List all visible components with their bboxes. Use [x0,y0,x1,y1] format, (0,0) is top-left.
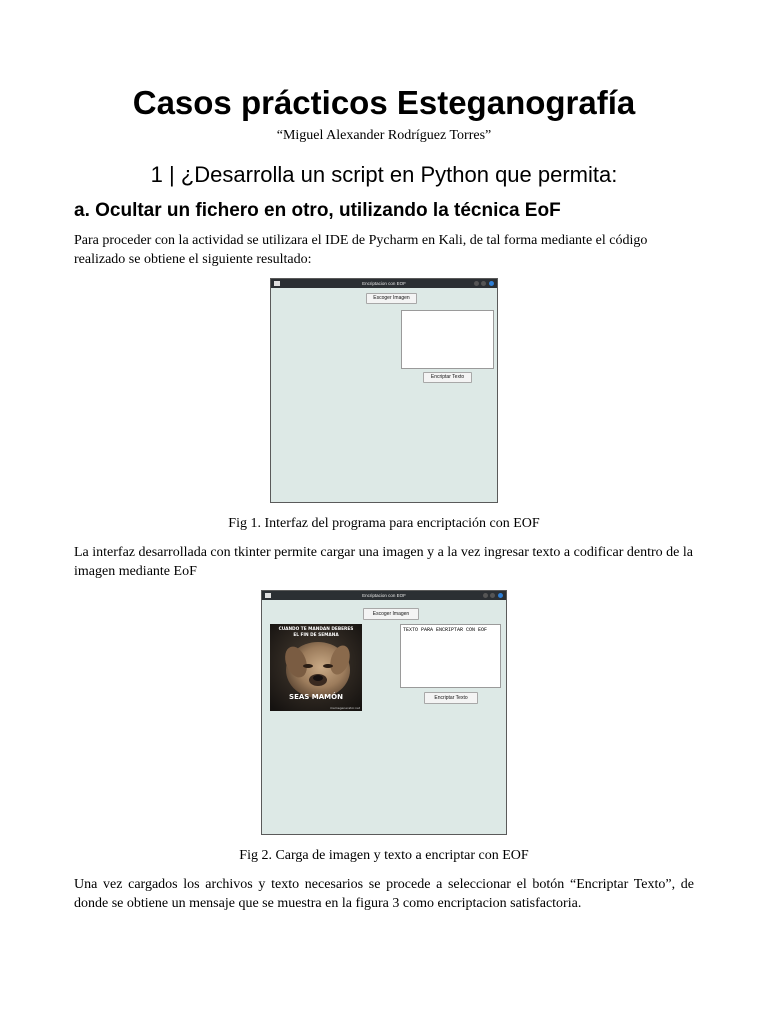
encrypt-text-button: Encriptar Texto [423,372,472,383]
figure-1-window [270,278,498,503]
window-title: Encriptacion con EOF [362,281,406,286]
paragraph-2: La interfaz desarrollada con tkinter permite cargar una imagen y a la vez ingresar texto a codificar dentro de la imagen mediante EoF [74,545,693,579]
paragraph-1: Para proceder con la actividad se utilizara el IDE de Pycharm en Kali, de tal forma mediante el código realizado se obtiene el siguiente resultado: [74,233,648,267]
window-titlebar [271,279,497,288]
window-menu-icon [274,281,280,286]
text-input-value: TEXTO PARA ENCRIPTAR CON EOF [403,627,488,633]
meme-bottom-text: SEAS MAMÓN [289,693,343,701]
author-name: “Miguel Alexander Rodríguez Torres” [276,128,492,143]
window-menu-icon [265,593,271,598]
document-title: Casos prácticos Esteganografía [132,84,636,121]
minimize-icon [483,593,488,598]
close-icon [489,281,494,286]
window-title: Encriptacion con EOF [362,593,406,598]
close-icon [498,593,503,598]
text-input-area [400,624,501,688]
question-heading: 1 | ¿Desarrolla un script en Python que permita: [150,162,618,187]
paragraph-3: Una vez cargados los archivos y texto necesarios se procede a seleccionar el botón “Encriptar Texto”, de donde se obtiene un mensaje que se muestra en la figura 3 como encriptacion satisfactoria. [74,877,694,911]
text-input-area [401,310,494,369]
loaded-meme-image [270,624,362,711]
encrypt-text-button: Encriptar Texto [424,692,478,704]
maximize-icon [481,281,486,286]
choose-image-button: Escoger Imagen [366,293,417,304]
figure-1-caption: Fig 1. Interfaz del programa para encriptación con EOF [228,516,540,531]
meme-watermark: memegenerator.net [330,706,360,710]
choose-image-button: Escoger Imagen [363,608,419,620]
figure-2-caption: Fig 2. Carga de imagen y texto a encriptar con EOF [239,848,529,863]
meme-top-text: CUANDO TE MANDAN DEBERES EL FIN DE SEMANA [278,627,354,638]
maximize-icon [490,593,495,598]
section-heading-a: a. Ocultar un fichero en otro, utilizando la técnica EoF [74,200,561,221]
window-titlebar [262,591,506,600]
minimize-icon [474,281,479,286]
text-input-value [402,311,493,315]
figure-2-window [261,590,507,835]
